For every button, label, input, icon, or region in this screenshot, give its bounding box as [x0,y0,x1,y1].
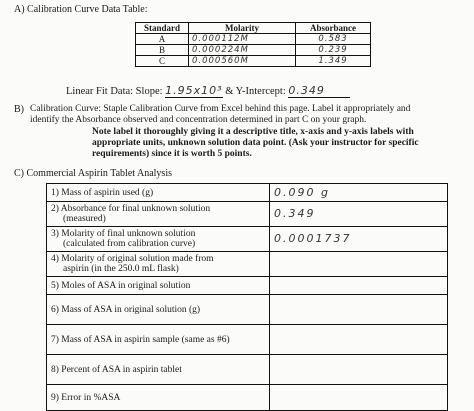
table-row [47,277,448,295]
header-standard: Standard [136,23,189,34]
slope-value: 1.95x10³ [165,84,223,97]
section-b-note2: appropriate units, unknown solution data point. (Ask your instructor for specific [92,138,419,148]
table-row [47,252,448,277]
table-row [47,202,448,227]
table-row [47,325,448,355]
table-row [47,295,448,325]
molarity-cell: 0.000224M [189,45,296,56]
row-label: 4) Molarity of original solution made from aspirin (in the 250.0 mL flask) [47,252,270,277]
molarity-cell: 0.000112M [189,34,296,45]
intercept-label: & Y-Intercept: [225,86,286,97]
row-value [270,295,448,325]
header-molarity: Molarity [189,23,296,34]
section-b-note3: requirements) since it is worth 5 points. [92,149,252,159]
section-c-heading: C) Commercial Aspirin Tablet Analysis [14,168,172,179]
section-b-note1: Note label it thoroughly giving it a descriptive title, x-axis and y-axis labels with [92,127,414,137]
row-label: 9) Error in %ASA [47,385,270,411]
row-label: 7) Mass of ASA in aspirin sample (same as #6) [47,325,270,355]
absorbance-cell: 1.349 [296,56,371,67]
absorbance-cell: 0.583 [296,34,371,45]
row-value: 0.349 [270,202,448,227]
table-row [47,227,448,252]
row-value [270,325,448,355]
aspirin-analysis-table [46,183,448,411]
table-row [136,45,371,56]
header-absorbance: Absorbance [296,23,371,34]
table-row [136,56,371,67]
table-row [47,184,448,202]
row-value [270,385,448,411]
linear-fit-line [66,84,350,98]
row-value [270,355,448,385]
section-a-heading: A) Calibration Curve Data Table: [14,4,148,15]
row-label: 6) Mass of ASA in original solution (g) [47,295,270,325]
molarity-cell: 0.000560M [189,56,296,67]
row-value: 0.0001737 [270,227,448,252]
absorbance-cell: 0.239 [296,45,371,56]
row-value [270,252,448,277]
row-label: 3) Molarity of final unknown solution (calculated from calibration curve) [47,227,270,252]
section-b-line2: identify the Absorbance observed and concentration determined in part C on your graph. [30,115,367,125]
intercept-value: 0.349 [288,84,350,98]
row-label: 8) Percent of ASA in aspirin tablet [47,355,270,385]
row-label: 5) Moles of ASA in original solution [47,277,270,295]
section-b-line1: Calibration Curve: Staple Calibration Curve from Excel behind this page. Label it appropriately and [30,104,411,114]
calibration-table [135,22,371,67]
row-label: 2) Absorbance for final unknown solution (measured) [47,202,270,227]
table-row [47,385,448,411]
table-row [47,355,448,385]
standard-cell: C [136,56,189,67]
section-b-letter: B) [14,104,24,115]
row-label: 1) Mass of aspirin used (g) [47,184,270,202]
slope-label: Linear Fit Data: Slope: [66,86,163,97]
row-value: 0.090 g [270,184,448,202]
row-value [270,277,448,295]
table-row [136,34,371,45]
standard-cell: A [136,34,189,45]
standard-cell: B [136,45,189,56]
